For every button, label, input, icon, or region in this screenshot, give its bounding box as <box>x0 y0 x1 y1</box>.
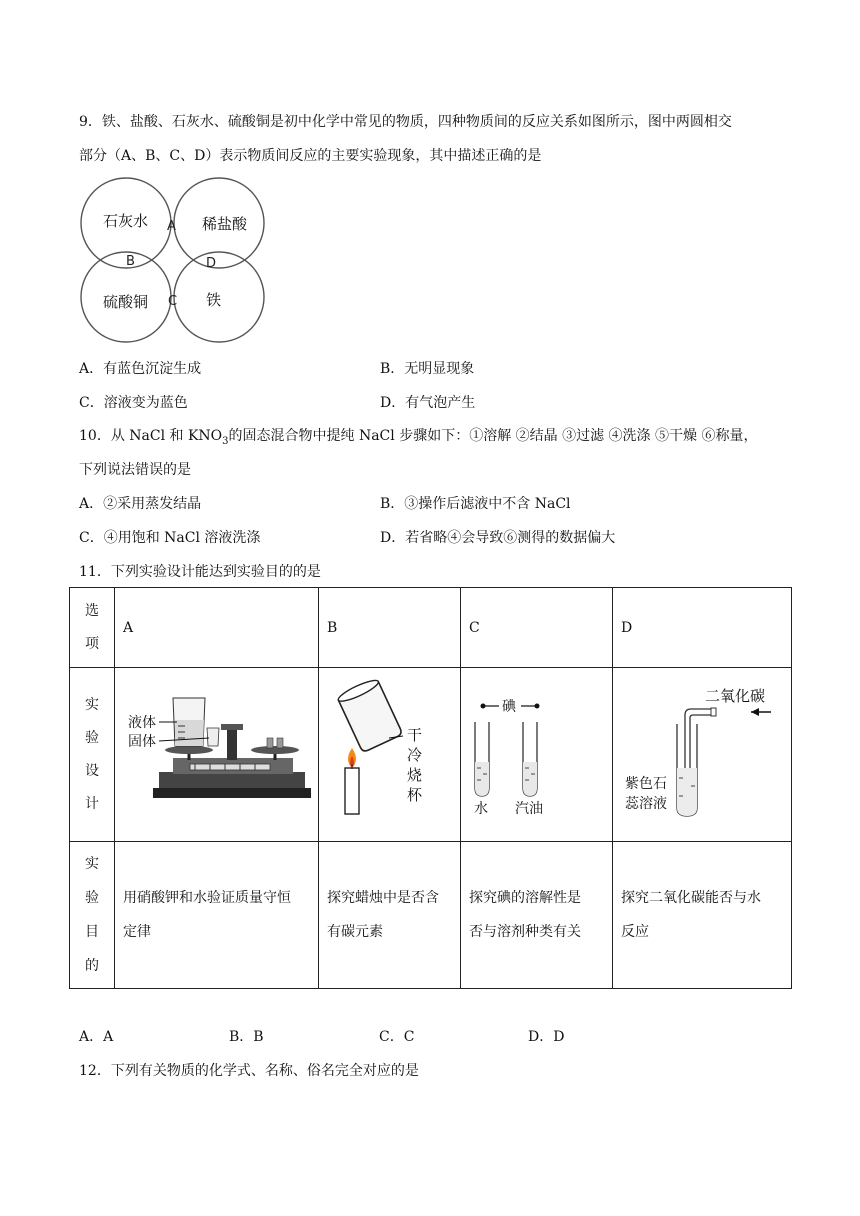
region-b: B <box>126 254 135 269</box>
label-copper-sulfate: 硫酸铜 <box>103 293 149 311</box>
figure-b-label-cup: 杯 <box>407 786 423 804</box>
balance-illustration <box>115 668 319 837</box>
figure-d-label-litmus: 蕊溶液 <box>625 796 667 812</box>
q10-stem-line-2: 下列说法错误的是 <box>79 462 191 478</box>
region-a: A <box>167 219 176 234</box>
figure-a-label-solid: 固体 <box>128 734 156 750</box>
q10-stem-pre: 10．从 NaCl 和 KNO <box>79 428 223 444</box>
label-limewater: 石灰水 <box>103 212 149 230</box>
row-label-design: 实 验 设 计 <box>70 668 115 842</box>
candle-illustration <box>319 668 461 837</box>
header-d: D <box>613 588 792 668</box>
q9-stem-line-2: 部分（A、B、C、D）表示物质间反应的主要实验现象，其中描述正确的是 <box>79 148 542 164</box>
figure-c-label-iodine: 碘 <box>502 699 516 715</box>
figure-a-balance <box>115 668 319 842</box>
experiment-table <box>69 587 792 989</box>
q9-option-b[interactable]: B．无明显现象 <box>380 361 475 377</box>
figure-c-label-gasoline: 汽油 <box>515 801 543 817</box>
header-c: C <box>461 588 613 668</box>
q9-stem-line-1: 9．铁、盐酸、石灰水、硫酸铜是初中化学中常见的物质，四种物质间的反应关系如图所示，图中两圆相交 <box>79 114 732 130</box>
q11-option-a[interactable]: A．A <box>79 1029 114 1045</box>
purpose-c: 探究碘的溶解性是 否与溶剂种类有关 <box>461 842 613 989</box>
q10-stem-post: 的固态混合物中提纯 NaCl 步骤如下：①溶解 ②结晶 ③过滤 ④洗涤 ⑤干燥 ⑥称量， <box>228 428 758 444</box>
figure-a-label-liquid: 液体 <box>128 715 156 731</box>
q12-stem: 12．下列有关物质的化学式、名称、俗名完全对应的是 <box>79 1063 419 1079</box>
q9-option-a[interactable]: A．有蓝色沉淀生成 <box>79 361 202 377</box>
region-c: C <box>168 294 178 309</box>
table-row-options <box>70 588 792 668</box>
q11-option-d[interactable]: D．D <box>528 1029 565 1045</box>
q10-stem-sub: 3 <box>222 435 229 447</box>
label-iron: 铁 <box>206 291 222 309</box>
label-dilute-hcl: 稀盐酸 <box>202 215 248 233</box>
q11-option-b[interactable]: B．B <box>229 1029 264 1045</box>
header-b: B <box>319 588 461 668</box>
table-row-design <box>70 668 792 842</box>
header-a: A <box>115 588 319 668</box>
q9-option-c[interactable]: C．溶液变为蓝色 <box>79 395 188 411</box>
figure-b-label-cold: 冷 <box>407 746 423 764</box>
figure-b-label-dry: 干 <box>407 726 423 744</box>
q9-option-d[interactable]: D．有气泡产生 <box>380 395 476 411</box>
region-d: D <box>206 256 217 271</box>
figure-d-co2 <box>613 668 792 842</box>
table-row-purpose <box>70 842 792 989</box>
row-label-purpose: 实 验 目 的 <box>70 842 115 989</box>
purpose-b: 探究蜡烛中是否含 有碳元素 <box>319 842 461 989</box>
q10-option-c[interactable]: C．④用饱和 NaCl 溶液洗涤 <box>79 530 261 546</box>
venn-diagram <box>78 174 270 346</box>
q11-option-c[interactable]: C．C <box>379 1029 415 1045</box>
purpose-d: 探究二氧化碳能否与水 反应 <box>613 842 792 989</box>
figure-b-label-burn: 烧 <box>407 766 423 784</box>
figure-d-label-purple: 紫色石 <box>625 776 667 792</box>
q10-stem-line-1 <box>79 426 757 452</box>
figure-b-candle <box>319 668 461 842</box>
q10-option-d[interactable]: D．若省略④会导致⑥测得的数据偏大 <box>380 530 616 546</box>
figure-d-label-co2: 二氧化碳 <box>705 687 766 705</box>
row-label-option: 选 项 <box>70 588 115 668</box>
q11-stem: 11．下列实验设计能达到实验目的的是 <box>79 564 321 580</box>
figure-c-iodine <box>461 668 613 842</box>
purpose-a: 用硝酸钾和水验证质量守恒 定律 <box>115 842 319 989</box>
iodine-illustration <box>461 668 613 837</box>
figure-c-label-water: 水 <box>474 801 488 817</box>
q10-option-b[interactable]: B．③操作后滤液中不含 NaCl <box>380 496 571 512</box>
co2-illustration <box>613 668 792 837</box>
q10-option-a[interactable]: A．②采用蒸发结晶 <box>79 496 202 512</box>
